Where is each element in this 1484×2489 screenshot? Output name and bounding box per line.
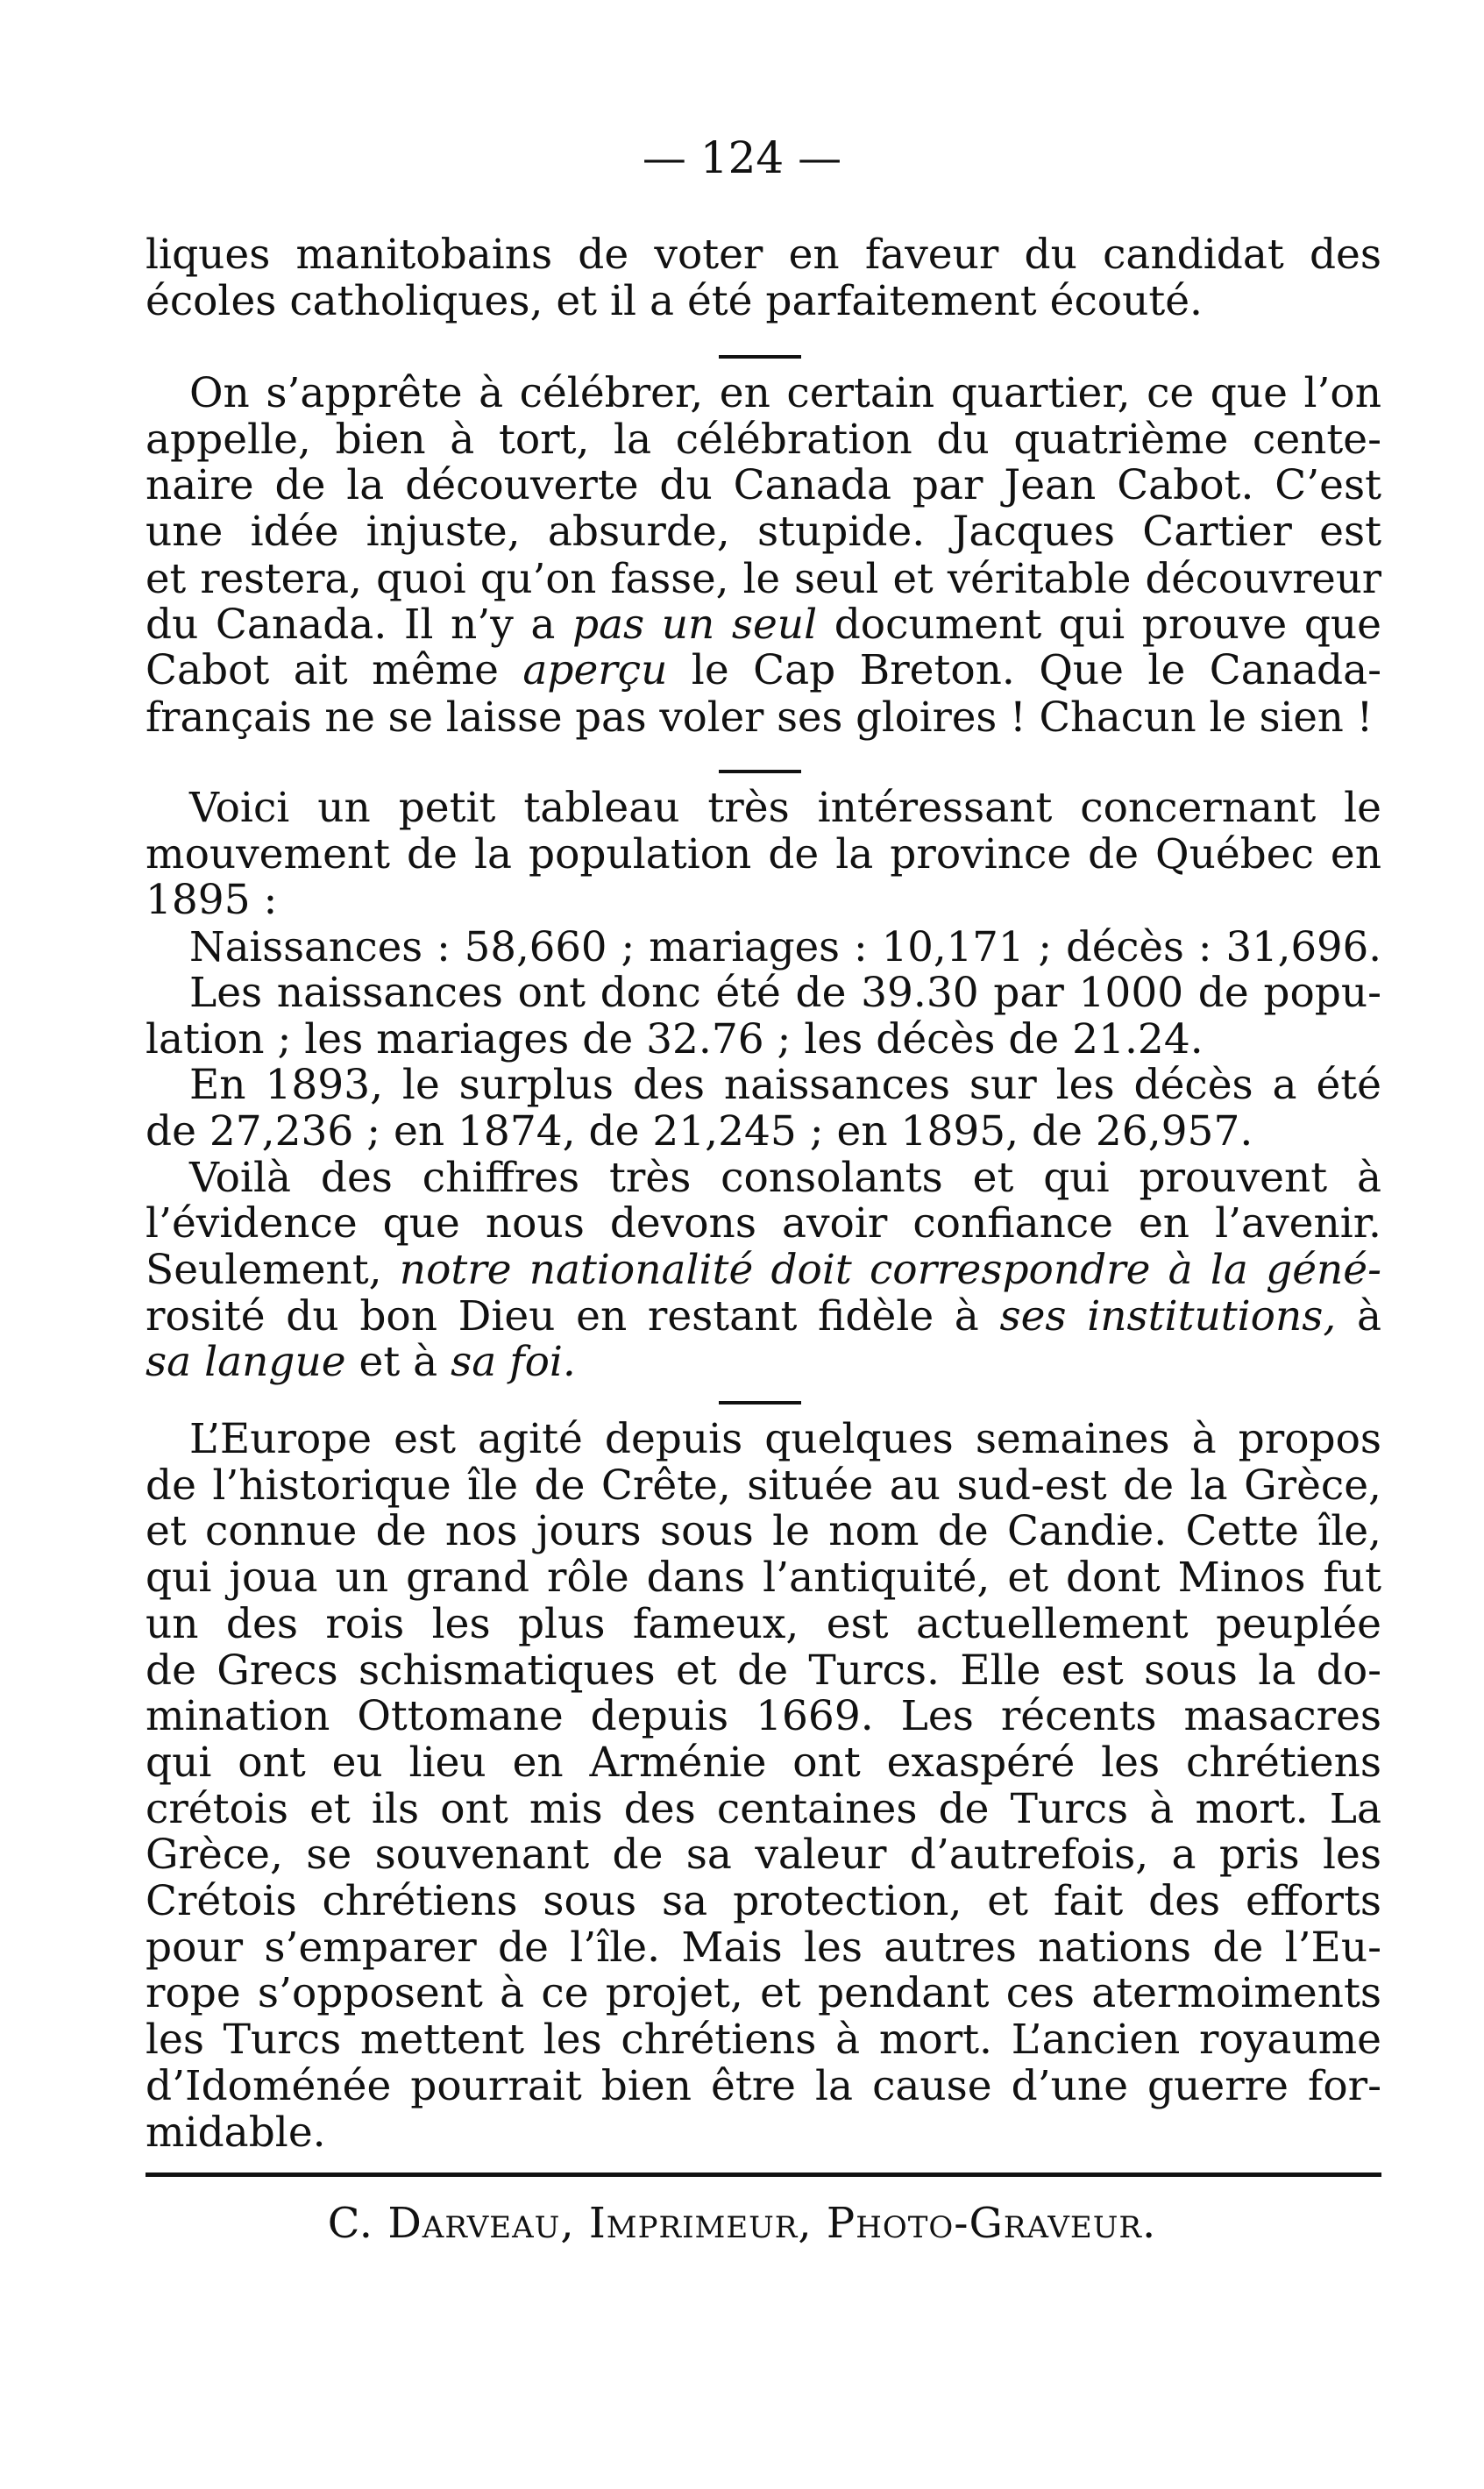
- section-divider: [719, 1401, 801, 1405]
- text-line: appelle, bien à tort, la célébration du quatrième cente-: [146, 415, 1381, 464]
- printer-imprint: C. Darveau, Imprimeur, Photo-Graveur.: [327, 2199, 1157, 2248]
- text-line: Voici un petit tableau très intéressant concernant le: [189, 784, 1381, 832]
- text-line: pour s’emparer de l’île. Mais les autres nations de l’Eu-: [146, 1923, 1381, 1972]
- text-line: qui ont eu lieu en Arménie ont exaspéré les chrétiens: [146, 1738, 1381, 1787]
- paragraph-crete: [146, 1417, 1381, 2156]
- italic-emphasis: ses institutions,: [999, 1291, 1337, 1341]
- text-line: de l’historique île de Crête, située au sud-est de la Grèce,: [146, 1461, 1381, 1510]
- text-line: 1895 :: [146, 876, 278, 925]
- text-line: Grèce, se souvenant de sa valeur d’autrefois, a pris les: [146, 1831, 1381, 1880]
- text-run: le Cap Breton. Que le Canada-: [667, 646, 1381, 695]
- text-line: Voilà des chiffres très consolants et qui prouvent à: [189, 1153, 1381, 1202]
- text-line: un des rois les plus fameux, est actuellement peuplée: [146, 1599, 1381, 1648]
- text-line: mination Ottomane depuis 1669. Les récents masacres: [146, 1692, 1381, 1741]
- italic-emphasis: notre nationalité doit correspondre à la géné-: [399, 1246, 1381, 1295]
- text-run: document qui prouve que: [817, 600, 1381, 649]
- text-line: L’Europe est agité depuis quelques semaines à propos: [189, 1415, 1381, 1463]
- text-line: liques manitobains de voter en faveur du candidat des: [146, 231, 1381, 279]
- text-run: Cabot ait même: [146, 646, 523, 695]
- text-line: écoles catholiques, et il a été parfaitement écouté.: [146, 276, 1203, 325]
- text-line: qui joua un grand rôle dans l’antiquité, et dont Minos fut: [146, 1554, 1381, 1603]
- text-line: de 27,236 ; en 1874, de 21,245 ; en 1895, de 26,957.: [146, 1106, 1253, 1156]
- text-line: [146, 1291, 1381, 1341]
- text-line: rope s’opposent à ce projet, et pendant ces atermoiments: [146, 1969, 1381, 2018]
- text-line: de Grecs schismatiques et de Turcs. Elle est sous la do-: [146, 1646, 1381, 1695]
- text-run: à: [1336, 1291, 1381, 1341]
- text-line: [146, 648, 1381, 694]
- italic-emphasis: sa langue: [146, 1338, 346, 1387]
- text-line: naire de la découverte du Canada par Jean Cabot. C’est: [146, 461, 1381, 510]
- text-line: [146, 602, 1381, 649]
- text-line: l’évidence que nous devons avoir confiance en l’avenir.: [146, 1199, 1381, 1248]
- paragraph-cabot-celebration: [146, 371, 1381, 741]
- text-line: français ne se laisse pas voler ses gloires ! Chacun le sien !: [146, 693, 1374, 741]
- page-number: — 124 —: [642, 132, 842, 183]
- text-line: et restera, quoi qu’on fasse, le seul et véritable découvreur: [146, 554, 1381, 602]
- text-line: crétois et ils ont mis des centaines de Turcs à mort. La: [146, 1784, 1381, 1833]
- section-divider: [719, 770, 801, 773]
- paragraph-manitoba-vote: [146, 232, 1381, 324]
- footer-rule: [146, 2173, 1381, 2177]
- text-run: Seulement,: [146, 1246, 400, 1295]
- text-line: midable.: [146, 2108, 326, 2157]
- text-line: Les naissances ont donc été de 39.30 par 1000 de popu-: [189, 968, 1381, 1017]
- text-line: mouvement de la population de la province de Québec en: [146, 829, 1381, 878]
- text-line: les Turcs mettent les chrétiens à mort. L’ancien royaume: [146, 2016, 1381, 2065]
- italic-emphasis: aperçu: [522, 646, 668, 695]
- text-line: et connue de nos jours sous le nom de Candie. Cette île,: [146, 1507, 1381, 1556]
- paragraph-population-table: [146, 786, 1381, 1386]
- italic-emphasis: sa foi.: [451, 1338, 576, 1387]
- text-line: [146, 1340, 1381, 1386]
- text-line: lation ; les mariages de 32.76 ; les décès de 21.24.: [146, 1014, 1204, 1063]
- text-line: On s’apprête à célébrer, en certain quartier, ce que l’on: [189, 369, 1381, 417]
- text-line: En 1893, le surplus des naissances sur les décès a été: [189, 1061, 1381, 1110]
- text-line: Naissances : 58,660 ; mariages : 10,171 ; décès : 31,696.: [189, 923, 1381, 971]
- text-line: Crétois chrétiens sous sa protection, et fait des efforts: [146, 1877, 1381, 1926]
- italic-emphasis: pas un seul: [572, 600, 818, 649]
- text-run: rosité du bon Dieu en restant fidèle à: [146, 1291, 1000, 1341]
- text-run: du Canada. Il n’y a: [146, 600, 572, 649]
- text-run: et à: [345, 1338, 451, 1387]
- text-line: une idée injuste, absurde, stupide. Jacques Cartier est: [146, 508, 1381, 557]
- text-line: d’Idoménée pourrait bien être la cause d’une guerre for-: [146, 2061, 1381, 2110]
- section-divider: [719, 355, 801, 359]
- text-line: [146, 1248, 1381, 1294]
